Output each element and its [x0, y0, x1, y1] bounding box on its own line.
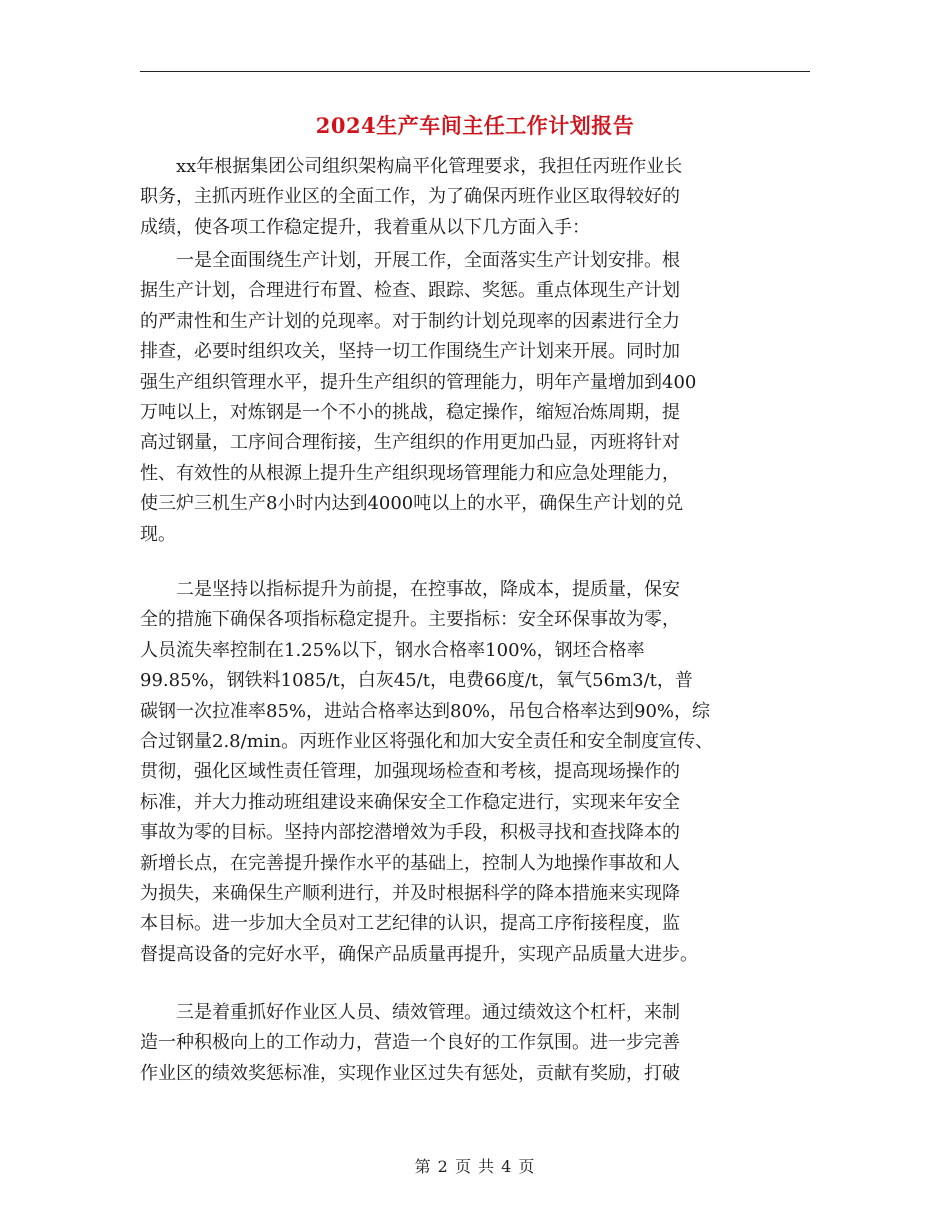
text-line: 碳钢一次拉准率85%，进站合格率达到80%，吊包合格率达到90%，综 — [140, 700, 711, 722]
text-line: 合过钢量2.8/min。丙班作业区将强化和加大安全责任和安全制度宣传、 — [140, 731, 714, 753]
text-line: 督提高设备的完好水平，确保产品质量再提升，实现产品质量大进步。 — [140, 943, 698, 965]
text-line: 全的措施下确保各项指标稳定提升。主要指标：安全环保事故为零， — [140, 609, 680, 631]
text-line: xx年根据集团公司组织架构扁平化管理要求，我担任丙班作业长 — [140, 156, 683, 177]
text-line: 本目标。进一步加大全员对工艺纪律的认识，提高工序衔接程度，监 — [140, 913, 680, 935]
text-line: 三是着重抓好作业区人员、绩效管理。通过绩效这个杠杆，来制 — [140, 1002, 680, 1023]
text-line: 的严肃性和生产计划的兑现率。对于制约计划兑现率的因素进行全力 — [140, 310, 680, 332]
paragraph-point-two — [140, 575, 820, 970]
text-line: 万吨以上，对炼钢是一个不小的挑战，稳定操作，缩短冶炼周期，提 — [140, 402, 680, 424]
text-line: 99.85%，钢铁料1085/t，白灰45/t，电费66度/t，氧气56m3/t，普 — [140, 670, 693, 692]
header-rule — [140, 71, 810, 72]
text-line: 作业区的绩效奖惩标准，实现作业区过失有惩处，贡献有奖励，打破 — [140, 1062, 680, 1084]
text-line: 成绩，使各项工作稳定提升，我着重从以下几方面入手： — [140, 216, 590, 238]
text-line: 标准，并大力推动班组建设来确保安全工作稳定进行，实现来年安全 — [140, 791, 680, 813]
text-line: 强生产组织管理水平，提升生产组织的管理能力，明年产量增加到400 — [140, 371, 697, 393]
text-line: 排查，必要时组织攻关，坚持一切工作围绕生产计划来开展。同时加 — [140, 341, 680, 363]
text-line: 贯彻，强化区域性责任管理，加强现场检查和考核，提高现场操作的 — [140, 761, 680, 783]
text-line: 为损失，来确保生产顺利进行，并及时根据科学的降本措施来实现降 — [140, 883, 680, 905]
text-line: 性、有效性的从根源上提升生产组织现场管理能力和应急处理能力， — [140, 462, 680, 484]
text-line: 使三炉三机生产8小时内达到4000吨以上的水平，确保生产计划的兑 — [140, 493, 684, 515]
text-line: 新增长点，在完善提升操作水平的基础上，控制人为地操作事故和人 — [140, 852, 680, 874]
paragraph-point-one — [140, 246, 820, 550]
document-title: 2024生产车间主任工作计划报告 — [315, 113, 635, 138]
text-line: 高过钢量，工序间合理衔接，生产组织的作用更加凸显，丙班将针对 — [140, 432, 680, 454]
text-line: 一是全面围绕生产计划，开展工作，全面落实生产计划安排。根 — [140, 250, 680, 271]
paragraph-point-three — [140, 998, 820, 1089]
page-number-footer: 第 2 页 共 4 页 — [414, 1157, 536, 1176]
text-line: 二是坚持以指标提升为前提，在控事故，降成本，提质量，保安 — [140, 579, 680, 600]
text-line: 职务，主抓丙班作业区的全面工作，为了确保丙班作业区取得较好的 — [140, 186, 680, 208]
text-line: 人员流失率控制在1.25%以下，钢水合格率100%，钢坯合格率 — [140, 639, 645, 661]
text-line: 现。 — [140, 523, 176, 545]
paragraph-intro — [140, 152, 820, 243]
text-line: 事故为零的目标。坚持内部挖潜增效为手段，积极寻找和查找降本的 — [140, 822, 680, 844]
text-line: 造一种积极向上的工作动力，营造一个良好的工作氛围。进一步完善 — [140, 1032, 680, 1054]
text-line: 据生产计划，合理进行布置、检查、跟踪、奖惩。重点体现生产计划 — [140, 280, 680, 302]
